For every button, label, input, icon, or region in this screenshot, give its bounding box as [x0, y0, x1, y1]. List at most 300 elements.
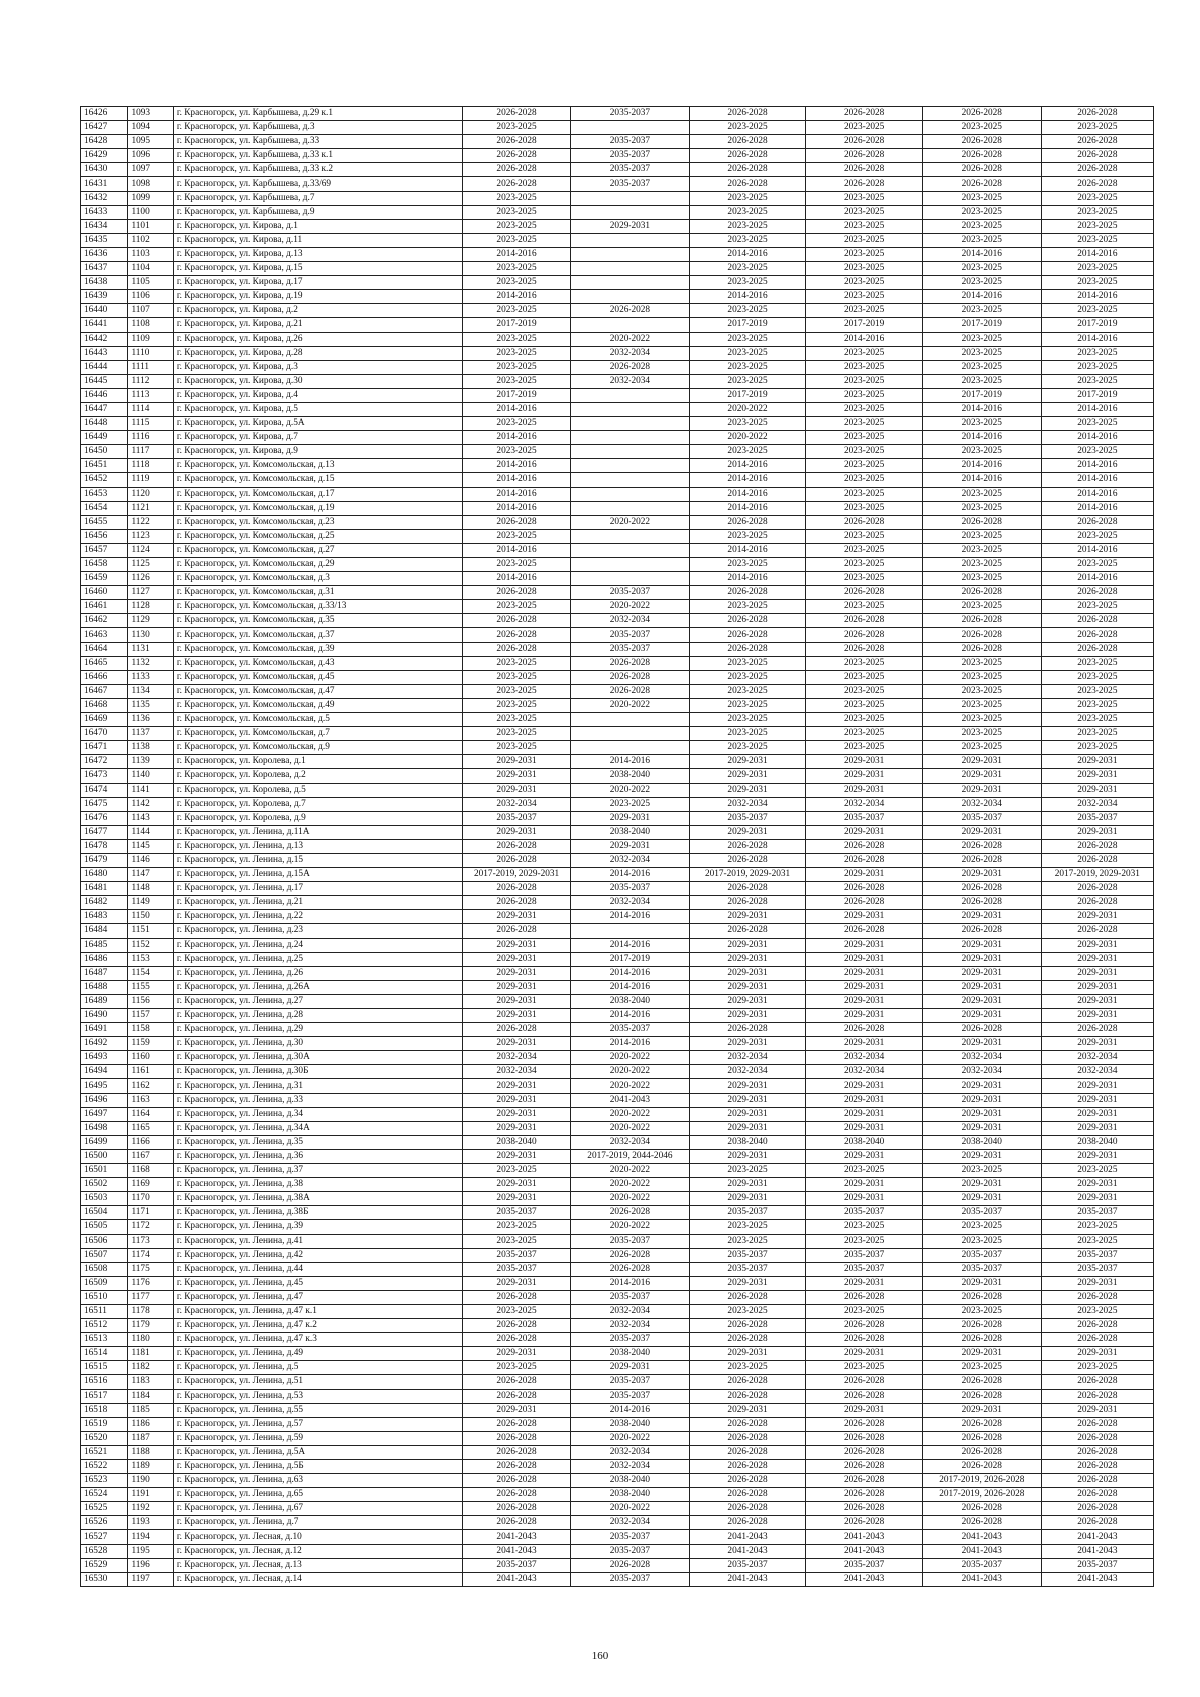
address-cell: г. Красногорск, ул. Ленина, д.30А	[173, 1051, 462, 1065]
address-cell: г. Красногорск, ул. Комсомольская, д.37	[173, 628, 462, 642]
period-cell-6: 2026-2028	[1041, 149, 1153, 163]
period-cell-5: 2029-2031	[922, 1093, 1041, 1107]
building-id-cell: 1126	[128, 572, 173, 586]
row-number-cell: 16505	[81, 1220, 128, 1234]
period-cell-1: 2026-2028	[463, 882, 571, 896]
table-row	[81, 318, 1154, 332]
period-cell-1: 2029-2031	[463, 994, 571, 1008]
table-row	[81, 586, 1154, 600]
period-cell-5: 2026-2028	[922, 135, 1041, 149]
period-cell-3: 2029-2031	[689, 769, 806, 783]
period-cell-6: 2032-2034	[1041, 797, 1153, 811]
period-cell-6: 2023-2025	[1041, 741, 1153, 755]
period-cell-3: 2026-2028	[689, 135, 806, 149]
table-row	[81, 487, 1154, 501]
row-number-cell: 16449	[81, 431, 128, 445]
period-cell-3: 2026-2028	[689, 1375, 806, 1389]
building-id-cell: 1144	[128, 825, 173, 839]
row-number-cell: 16467	[81, 684, 128, 698]
building-id-cell: 1180	[128, 1333, 173, 1347]
period-cell-3: 2017-2019	[689, 388, 806, 402]
table-row	[81, 783, 1154, 797]
period-cell-2: 2032-2034	[571, 1460, 690, 1474]
period-cell-3: 2023-2025	[689, 304, 806, 318]
period-cell-6: 2026-2028	[1041, 1333, 1153, 1347]
table-row	[81, 1431, 1154, 1445]
period-cell-1: 2023-2025	[463, 684, 571, 698]
period-cell-6: 2023-2025	[1041, 684, 1153, 698]
period-cell-5: 2017-2019, 2026-2028	[922, 1474, 1041, 1488]
period-cell-2	[571, 543, 690, 557]
address-cell: г. Красногорск, ул. Комсомольская, д.9	[173, 741, 462, 755]
period-cell-4: 2023-2025	[806, 713, 923, 727]
period-cell-5: 2026-2028	[922, 586, 1041, 600]
period-cell-1: 2017-2019, 2029-2031	[463, 868, 571, 882]
address-cell: г. Красногорск, ул. Ленина, д.5Б	[173, 1460, 462, 1474]
period-cell-6: 2026-2028	[1041, 896, 1153, 910]
period-cell-6: 2023-2025	[1041, 529, 1153, 543]
period-cell-6: 2026-2028	[1041, 1502, 1153, 1516]
table-row	[81, 1121, 1154, 1135]
building-id-cell: 1172	[128, 1220, 173, 1234]
period-cell-4: 2026-2028	[806, 1290, 923, 1304]
address-cell: г. Красногорск, ул. Ленина, д.28	[173, 1009, 462, 1023]
table-row	[81, 938, 1154, 952]
building-id-cell: 1142	[128, 797, 173, 811]
period-cell-4: 2026-2028	[806, 107, 923, 121]
period-cell-4: 2029-2031	[806, 769, 923, 783]
period-cell-2: 2020-2022	[571, 1164, 690, 1178]
address-cell: г. Красногорск, ул. Ленина, д.38А	[173, 1192, 462, 1206]
period-cell-6: 2026-2028	[1041, 1474, 1153, 1488]
period-cell-1: 2026-2028	[463, 586, 571, 600]
period-cell-2: 2026-2028	[571, 304, 690, 318]
table-row	[81, 1488, 1154, 1502]
period-cell-5: 2029-2031	[922, 910, 1041, 924]
table-row	[81, 191, 1154, 205]
period-cell-6: 2029-2031	[1041, 1079, 1153, 1093]
building-id-cell: 1124	[128, 543, 173, 557]
period-cell-5: 2026-2028	[922, 1389, 1041, 1403]
period-cell-1: 2026-2028	[463, 839, 571, 853]
building-id-cell: 1099	[128, 191, 173, 205]
table-row	[81, 1389, 1154, 1403]
table-row	[81, 304, 1154, 318]
period-cell-4: 2023-2025	[806, 191, 923, 205]
period-cell-5: 2026-2028	[922, 896, 1041, 910]
period-cell-4: 2026-2028	[806, 515, 923, 529]
row-number-cell: 16428	[81, 135, 128, 149]
period-cell-5: 2023-2025	[922, 304, 1041, 318]
address-cell: г. Красногорск, ул. Ленина, д.23	[173, 924, 462, 938]
row-number-cell: 16494	[81, 1065, 128, 1079]
table-row	[81, 727, 1154, 741]
period-cell-5: 2026-2028	[922, 515, 1041, 529]
period-cell-5: 2026-2028	[922, 1023, 1041, 1037]
row-number-cell: 16475	[81, 797, 128, 811]
table-row	[81, 614, 1154, 628]
table-row	[81, 1516, 1154, 1530]
table-row	[81, 684, 1154, 698]
building-id-cell: 1108	[128, 318, 173, 332]
period-cell-3: 2020-2022	[689, 402, 806, 416]
period-cell-3: 2029-2031	[689, 1079, 806, 1093]
row-number-cell: 16436	[81, 247, 128, 261]
period-cell-4: 2026-2028	[806, 1417, 923, 1431]
period-cell-4: 2029-2031	[806, 1403, 923, 1417]
period-cell-2: 2038-2040	[571, 994, 690, 1008]
period-cell-3: 2023-2025	[689, 741, 806, 755]
address-cell: г. Красногорск, ул. Кирова, д.26	[173, 332, 462, 346]
period-cell-2: 2026-2028	[571, 684, 690, 698]
row-number-cell: 16464	[81, 642, 128, 656]
address-cell: г. Красногорск, ул. Ленина, д.29	[173, 1023, 462, 1037]
address-cell: г. Красногорск, ул. Ленина, д.57	[173, 1417, 462, 1431]
period-cell-1: 2026-2028	[463, 515, 571, 529]
period-cell-5: 2023-2025	[922, 121, 1041, 135]
row-number-cell: 16497	[81, 1107, 128, 1121]
period-cell-4: 2023-2025	[806, 417, 923, 431]
building-id-cell: 1125	[128, 558, 173, 572]
table-row	[81, 1474, 1154, 1488]
table-row	[81, 1192, 1154, 1206]
building-id-cell: 1152	[128, 938, 173, 952]
period-cell-2: 2032-2034	[571, 853, 690, 867]
building-id-cell: 1181	[128, 1347, 173, 1361]
period-cell-6: 2017-2019	[1041, 388, 1153, 402]
period-cell-5: 2023-2025	[922, 1304, 1041, 1318]
table-row	[81, 431, 1154, 445]
building-id-cell: 1139	[128, 755, 173, 769]
period-cell-3: 2029-2031	[689, 952, 806, 966]
building-id-cell: 1175	[128, 1262, 173, 1276]
period-cell-5: 2023-2025	[922, 219, 1041, 233]
row-number-cell: 16493	[81, 1051, 128, 1065]
period-cell-6: 2026-2028	[1041, 628, 1153, 642]
period-cell-3: 2023-2025	[689, 233, 806, 247]
row-number-cell: 16450	[81, 445, 128, 459]
address-cell: г. Красногорск, ул. Комсомольская, д.27	[173, 543, 462, 557]
period-cell-6: 2029-2031	[1041, 980, 1153, 994]
period-cell-1: 2026-2028	[463, 853, 571, 867]
address-cell: г. Красногорск, ул. Ленина, д.34	[173, 1107, 462, 1121]
period-cell-5: 2029-2031	[922, 1121, 1041, 1135]
row-number-cell: 16496	[81, 1093, 128, 1107]
period-cell-2: 2032-2034	[571, 346, 690, 360]
period-cell-1: 2023-2025	[463, 445, 571, 459]
period-cell-5: 2026-2028	[922, 839, 1041, 853]
table-row	[81, 966, 1154, 980]
table-row	[81, 797, 1154, 811]
row-number-cell: 16439	[81, 290, 128, 304]
period-cell-4: 2026-2028	[806, 1488, 923, 1502]
period-cell-1: 2029-2031	[463, 769, 571, 783]
period-cell-2: 2014-2016	[571, 1403, 690, 1417]
period-cell-2: 2020-2022	[571, 1079, 690, 1093]
period-cell-5: 2023-2025	[922, 656, 1041, 670]
period-cell-6: 2029-2031	[1041, 769, 1153, 783]
row-number-cell: 16471	[81, 741, 128, 755]
period-cell-2: 2035-2037	[571, 1572, 690, 1586]
period-cell-1: 2017-2019	[463, 318, 571, 332]
period-cell-1: 2026-2028	[463, 1333, 571, 1347]
period-cell-3: 2023-2025	[689, 1304, 806, 1318]
period-cell-6: 2023-2025	[1041, 1361, 1153, 1375]
period-cell-4: 2023-2025	[806, 529, 923, 543]
period-cell-5: 2023-2025	[922, 374, 1041, 388]
row-number-cell: 16427	[81, 121, 128, 135]
period-cell-3: 2023-2025	[689, 276, 806, 290]
period-cell-3: 2014-2016	[689, 473, 806, 487]
table-row	[81, 1135, 1154, 1149]
period-cell-4: 2023-2025	[806, 1304, 923, 1318]
period-cell-6: 2014-2016	[1041, 402, 1153, 416]
period-cell-4: 2023-2025	[806, 558, 923, 572]
row-number-cell: 16490	[81, 1009, 128, 1023]
period-cell-2: 2020-2022	[571, 332, 690, 346]
period-cell-3: 2029-2031	[689, 994, 806, 1008]
period-cell-2	[571, 417, 690, 431]
period-cell-1: 2023-2025	[463, 121, 571, 135]
period-cell-3: 2023-2025	[689, 1361, 806, 1375]
period-cell-5: 2032-2034	[922, 797, 1041, 811]
building-id-cell: 1197	[128, 1572, 173, 1586]
period-cell-6: 2041-2043	[1041, 1572, 1153, 1586]
address-cell: г. Красногорск, ул. Ленина, д.63	[173, 1474, 462, 1488]
period-cell-1: 2026-2028	[463, 614, 571, 628]
period-cell-4: 2026-2028	[806, 149, 923, 163]
period-cell-6: 2017-2019, 2029-2031	[1041, 868, 1153, 882]
period-cell-2	[571, 290, 690, 304]
address-cell: г. Красногорск, ул. Ленина, д.59	[173, 1431, 462, 1445]
period-cell-4: 2026-2028	[806, 1516, 923, 1530]
address-cell: г. Красногорск, ул. Комсомольская, д.23	[173, 515, 462, 529]
period-cell-5: 2017-2019, 2026-2028	[922, 1488, 1041, 1502]
table-row	[81, 262, 1154, 276]
period-cell-4: 2029-2031	[806, 1347, 923, 1361]
table-row	[81, 741, 1154, 755]
building-id-cell: 1195	[128, 1544, 173, 1558]
period-cell-4: 2041-2043	[806, 1544, 923, 1558]
period-cell-3: 2023-2025	[689, 445, 806, 459]
period-cell-5: 2014-2016	[922, 290, 1041, 304]
table-row	[81, 177, 1154, 191]
address-cell: г. Красногорск, ул. Ленина, д.34А	[173, 1121, 462, 1135]
period-cell-2	[571, 262, 690, 276]
row-number-cell: 16516	[81, 1375, 128, 1389]
period-cell-1: 2029-2031	[463, 1276, 571, 1290]
row-number-cell: 16442	[81, 332, 128, 346]
period-cell-5: 2023-2025	[922, 572, 1041, 586]
building-id-cell: 1138	[128, 741, 173, 755]
period-cell-4: 2023-2025	[806, 219, 923, 233]
period-cell-2: 2032-2034	[571, 1135, 690, 1149]
period-cell-6: 2017-2019	[1041, 318, 1153, 332]
period-cell-2: 2035-2037	[571, 1333, 690, 1347]
period-cell-1: 2023-2025	[463, 276, 571, 290]
period-cell-5: 2029-2031	[922, 1037, 1041, 1051]
period-cell-2: 2038-2040	[571, 1347, 690, 1361]
period-cell-6: 2014-2016	[1041, 247, 1153, 261]
address-cell: г. Красногорск, ул. Комсомольская, д.47	[173, 684, 462, 698]
address-cell: г. Красногорск, ул. Ленина, д.38	[173, 1178, 462, 1192]
period-cell-4: 2026-2028	[806, 642, 923, 656]
row-number-cell: 16521	[81, 1445, 128, 1459]
address-cell: г. Красногорск, ул. Ленина, д.55	[173, 1403, 462, 1417]
period-cell-3: 2023-2025	[689, 1164, 806, 1178]
address-cell: г. Красногорск, ул. Ленина, д.65	[173, 1488, 462, 1502]
row-number-cell: 16445	[81, 374, 128, 388]
period-cell-1: 2029-2031	[463, 1121, 571, 1135]
period-cell-6: 2026-2028	[1041, 1290, 1153, 1304]
period-cell-3: 2029-2031	[689, 783, 806, 797]
building-id-cell: 1185	[128, 1403, 173, 1417]
period-cell-1: 2023-2025	[463, 713, 571, 727]
row-number-cell: 16435	[81, 233, 128, 247]
building-id-cell: 1118	[128, 459, 173, 473]
period-cell-1: 2023-2025	[463, 670, 571, 684]
period-cell-3: 2029-2031	[689, 825, 806, 839]
table-row	[81, 1220, 1154, 1234]
period-cell-1: 2029-2031	[463, 1079, 571, 1093]
period-cell-4: 2023-2025	[806, 698, 923, 712]
period-cell-5: 2029-2031	[922, 1403, 1041, 1417]
building-id-cell: 1095	[128, 135, 173, 149]
building-id-cell: 1143	[128, 811, 173, 825]
period-cell-1: 2029-2031	[463, 1347, 571, 1361]
period-cell-2	[571, 276, 690, 290]
period-cell-5: 2023-2025	[922, 501, 1041, 515]
address-cell: г. Красногорск, ул. Ленина, д.39	[173, 1220, 462, 1234]
address-cell: г. Красногорск, ул. Ленина, д.26	[173, 966, 462, 980]
period-cell-4: 2029-2031	[806, 868, 923, 882]
building-id-cell: 1109	[128, 332, 173, 346]
period-cell-2: 2020-2022	[571, 1192, 690, 1206]
period-cell-6: 2029-2031	[1041, 1347, 1153, 1361]
address-cell: г. Красногорск, ул. Ленина, д.15	[173, 853, 462, 867]
period-cell-6: 2023-2025	[1041, 600, 1153, 614]
period-cell-1: 2026-2028	[463, 1389, 571, 1403]
period-cell-2	[571, 741, 690, 755]
row-number-cell: 16487	[81, 966, 128, 980]
period-cell-3: 2023-2025	[689, 332, 806, 346]
period-cell-2	[571, 431, 690, 445]
period-cell-3: 2029-2031	[689, 1037, 806, 1051]
period-cell-4: 2023-2025	[806, 1164, 923, 1178]
table-row	[81, 1558, 1154, 1572]
period-cell-3: 2026-2028	[689, 177, 806, 191]
period-cell-3: 2023-2025	[689, 670, 806, 684]
period-cell-4: 2029-2031	[806, 1093, 923, 1107]
period-cell-4: 2032-2034	[806, 1065, 923, 1079]
period-cell-6: 2026-2028	[1041, 107, 1153, 121]
building-id-cell: 1196	[128, 1558, 173, 1572]
building-id-cell: 1112	[128, 374, 173, 388]
building-id-cell: 1170	[128, 1192, 173, 1206]
building-id-cell: 1123	[128, 529, 173, 543]
row-number-cell: 16453	[81, 487, 128, 501]
period-cell-4: 2035-2037	[806, 1262, 923, 1276]
period-cell-6: 2029-2031	[1041, 1037, 1153, 1051]
period-cell-2: 2020-2022	[571, 600, 690, 614]
period-cell-1: 2029-2031	[463, 1009, 571, 1023]
period-cell-2	[571, 459, 690, 473]
building-id-cell: 1130	[128, 628, 173, 642]
period-cell-5: 2017-2019	[922, 318, 1041, 332]
period-cell-1: 2023-2025	[463, 360, 571, 374]
table-row	[81, 276, 1154, 290]
table-row	[81, 1290, 1154, 1304]
address-cell: г. Красногорск, ул. Ленина, д.25	[173, 952, 462, 966]
building-id-cell: 1129	[128, 614, 173, 628]
address-cell: г. Красногорск, ул. Комсомольская, д.25	[173, 529, 462, 543]
building-id-cell: 1097	[128, 163, 173, 177]
period-cell-4: 2026-2028	[806, 1502, 923, 1516]
table-row	[81, 135, 1154, 149]
period-cell-2	[571, 501, 690, 515]
table-row	[81, 346, 1154, 360]
period-cell-3: 2023-2025	[689, 417, 806, 431]
table-row	[81, 755, 1154, 769]
period-cell-2: 2035-2037	[571, 1389, 690, 1403]
table-row	[81, 1164, 1154, 1178]
period-cell-6: 2023-2025	[1041, 417, 1153, 431]
period-cell-1: 2026-2028	[463, 1516, 571, 1530]
period-cell-5: 2026-2028	[922, 177, 1041, 191]
period-cell-5: 2023-2025	[922, 1164, 1041, 1178]
period-cell-2	[571, 318, 690, 332]
table-row	[81, 1347, 1154, 1361]
period-cell-1: 2026-2028	[463, 1502, 571, 1516]
period-cell-4: 2029-2031	[806, 952, 923, 966]
address-cell: г. Красногорск, ул. Ленина, д.17	[173, 882, 462, 896]
period-cell-5: 2014-2016	[922, 402, 1041, 416]
period-cell-2: 2038-2040	[571, 1488, 690, 1502]
period-cell-4: 2029-2031	[806, 783, 923, 797]
row-number-cell: 16478	[81, 839, 128, 853]
table-row	[81, 163, 1154, 177]
period-cell-6: 2029-2031	[1041, 910, 1153, 924]
period-cell-1: 2023-2025	[463, 741, 571, 755]
period-cell-2: 2020-2022	[571, 515, 690, 529]
table-row	[81, 501, 1154, 515]
period-cell-5: 2023-2025	[922, 1361, 1041, 1375]
period-cell-3: 2026-2028	[689, 1502, 806, 1516]
table-row	[81, 600, 1154, 614]
period-cell-4: 2029-2031	[806, 825, 923, 839]
row-number-cell: 16495	[81, 1079, 128, 1093]
period-cell-1: 2041-2043	[463, 1572, 571, 1586]
period-cell-3: 2023-2025	[689, 600, 806, 614]
period-cell-1: 2035-2037	[463, 811, 571, 825]
period-cell-2: 2038-2040	[571, 769, 690, 783]
period-cell-1: 2014-2016	[463, 572, 571, 586]
building-id-cell: 1192	[128, 1502, 173, 1516]
row-number-cell: 16504	[81, 1206, 128, 1220]
period-cell-2: 2020-2022	[571, 1178, 690, 1192]
building-id-cell: 1190	[128, 1474, 173, 1488]
period-cell-1: 2014-2016	[463, 543, 571, 557]
building-id-cell: 1135	[128, 698, 173, 712]
period-cell-5: 2029-2031	[922, 868, 1041, 882]
period-cell-2: 2035-2037	[571, 1290, 690, 1304]
building-id-cell: 1165	[128, 1121, 173, 1135]
table-row	[81, 1460, 1154, 1474]
row-number-cell: 16499	[81, 1135, 128, 1149]
period-cell-1: 2023-2025	[463, 656, 571, 670]
period-cell-5: 2023-2025	[922, 360, 1041, 374]
period-cell-4: 2023-2025	[806, 445, 923, 459]
